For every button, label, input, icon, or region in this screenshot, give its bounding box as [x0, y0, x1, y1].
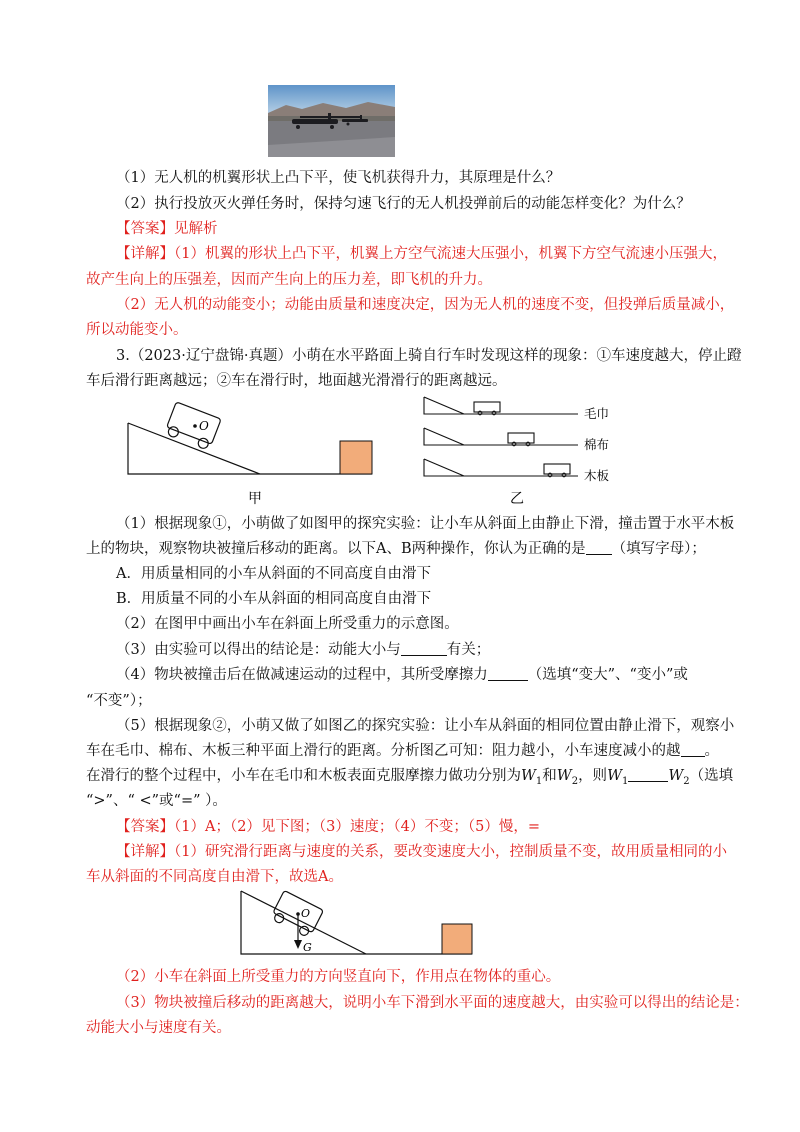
answer-text: （1）A；（2）见下图；（3）速度；（4）不变；（5）慢，= [174, 819, 540, 835]
q3-detail3-line2: 动能大小与速度有关。 [86, 1020, 231, 1036]
q3-s5-line1: （5）根据现象②，小萌又做了如图乙的探究实验：让小车从斜面的相同位置由静止滑下，观察小 [116, 718, 735, 734]
figure-jia [120, 395, 390, 505]
q3-s4-line1 [116, 665, 688, 685]
label-o: O [301, 907, 311, 920]
q2-answer [116, 219, 218, 239]
q2-detail1-line1 [116, 244, 727, 264]
q3-detail1-line2: 车从斜面的不同高度自由滑下，故选A。 [86, 869, 343, 885]
q3-answer [116, 817, 540, 837]
s1-text-end: （填写字母）； [611, 541, 706, 557]
label-o: O [199, 419, 209, 433]
w1-sub: 1 [535, 775, 543, 787]
surface-wood: 木板 [584, 468, 610, 483]
s5-text: 在滑行的整个过程中，小车在毛巾和木板表面克服摩擦力做功分别为 [86, 768, 521, 784]
q3-stem-line2: 车后滑行距离越远；②车在滑行时，地面越光滑滑行的距离越远。 [86, 373, 507, 389]
q3-stem-line1: 3.（2023·辽宁盘锦·真题）小萌在水平路面上骑自行车时发现这样的现象：①车速度越大，停止蹬 [116, 348, 742, 364]
q3-detail1-line1 [116, 842, 727, 862]
surface-cotton: 棉布 [584, 437, 610, 452]
w1-sub: 1 [621, 775, 629, 787]
answer-figure [234, 888, 484, 960]
wood-block [442, 924, 472, 954]
detail-text: （1）机翼的形状上凸下平，机翼上方空气流速大压强小，机翼下方空气流速小压强大， [174, 246, 727, 262]
q3-option-a: A．用质量相同的小车从斜面的不同高度自由滑下 [116, 566, 431, 582]
w1-symbol: W [607, 768, 622, 784]
answer-blank [681, 742, 705, 757]
s5-text-end: （选填 [689, 768, 734, 784]
w2-symbol: W [668, 768, 684, 784]
answer-blank [488, 666, 528, 681]
q3-s1-line2 [86, 539, 706, 559]
answer-tag: 【答案】 [116, 221, 174, 237]
w2-sub: 2 [571, 775, 579, 787]
q3-detail3-line1: （3）物块被撞后移动的距离越大，说明小车下滑到水平面的速度越大，由实验可以得出的结论是： [116, 995, 749, 1011]
s1-text: 上的物块，观察物块被撞后移动的距离。以下A、B两种操作，你认为正确的是 [86, 541, 586, 557]
figure-yi [420, 395, 610, 505]
answer-blank [586, 540, 612, 555]
w2-symbol: W [556, 768, 572, 784]
s4-text-end: （选填“变大”、“变小”或 [527, 667, 688, 683]
w2-sub: 2 [683, 775, 690, 787]
s5-text: 车在毛巾、棉布、木板三种平面上滑行的距离。分析图乙可知：阻力越小，小车速度减小的越 [86, 743, 681, 759]
answer-blank [628, 767, 668, 782]
q3-s1-line1: （1）根据现象①，小萌做了如图甲的探究实验：让小车从斜面上由静止下滑，撞击置于水平木板 [116, 516, 735, 532]
detail-tag: 【详解】 [116, 246, 174, 262]
answer-blank [401, 641, 447, 656]
detail-tag: 【详解】 [116, 844, 174, 860]
q3-s5-line3 [86, 766, 733, 792]
answer-text: 见解析 [174, 221, 218, 237]
answer-tag: 【答案】 [116, 819, 174, 835]
s5-text-end: 。 [704, 743, 719, 759]
s5-and: 和 [542, 768, 557, 784]
label-jia: 甲 [248, 491, 262, 505]
q3-s5-line4: “>”、“ <”或“=” ）。 [86, 793, 227, 809]
w1-symbol: W [521, 768, 536, 784]
s3-text-end: 有关； [446, 642, 491, 658]
wood-block [340, 441, 372, 474]
s3-text: （3）由实验可以得出的结论是：动能大小与 [116, 642, 401, 658]
surface-towel: 毛巾 [584, 406, 610, 421]
s4-text: （4）物块被撞击后在做减速运动的过程中，其所受摩擦力 [116, 667, 488, 683]
q3-s5-line2 [86, 741, 719, 761]
q2-sub2: （2）执行投放灭火弹任务时，保持匀速飞行的无人机投弹前后的动能怎样变化？为什么？ [116, 196, 691, 212]
s5-then: ，则 [578, 768, 608, 784]
detail-text: （1）研究滑行距离与速度的关系，要改变速度大小，控制质量不变，故用质量相同的小 [174, 844, 727, 860]
q2-detail2-line1: （2）无人机的动能变小；动能由质量和速度决定，因为无人机的速度不变，但投弹后质量减小， [116, 297, 735, 313]
label-yi: 乙 [510, 491, 524, 505]
q3-option-b: B．用质量不同的小车从斜面的相同高度自由滑下 [116, 591, 432, 607]
q2-sub1: （1）无人机的机翼形状上凸下平，使飞机获得升力，其原理是什么？ [116, 170, 561, 186]
q2-detail1-line2: 故产生向上的压强差，因而产生向上的压力差，即飞机的升力。 [86, 272, 492, 288]
q3-s4-line2: “不变”）； [86, 693, 152, 709]
q3-s3 [116, 640, 490, 660]
q3-detail2: （2）小车在斜面上所受重力的方向竖直向下，作用点在物体的重心。 [116, 969, 561, 985]
q2-detail2-line2: 所以动能变小。 [86, 322, 188, 338]
drone-photo [268, 85, 395, 157]
label-g: G [303, 941, 312, 954]
q3-s2: （2）在图甲中画出小车在斜面上所受重力的示意图。 [116, 616, 459, 632]
